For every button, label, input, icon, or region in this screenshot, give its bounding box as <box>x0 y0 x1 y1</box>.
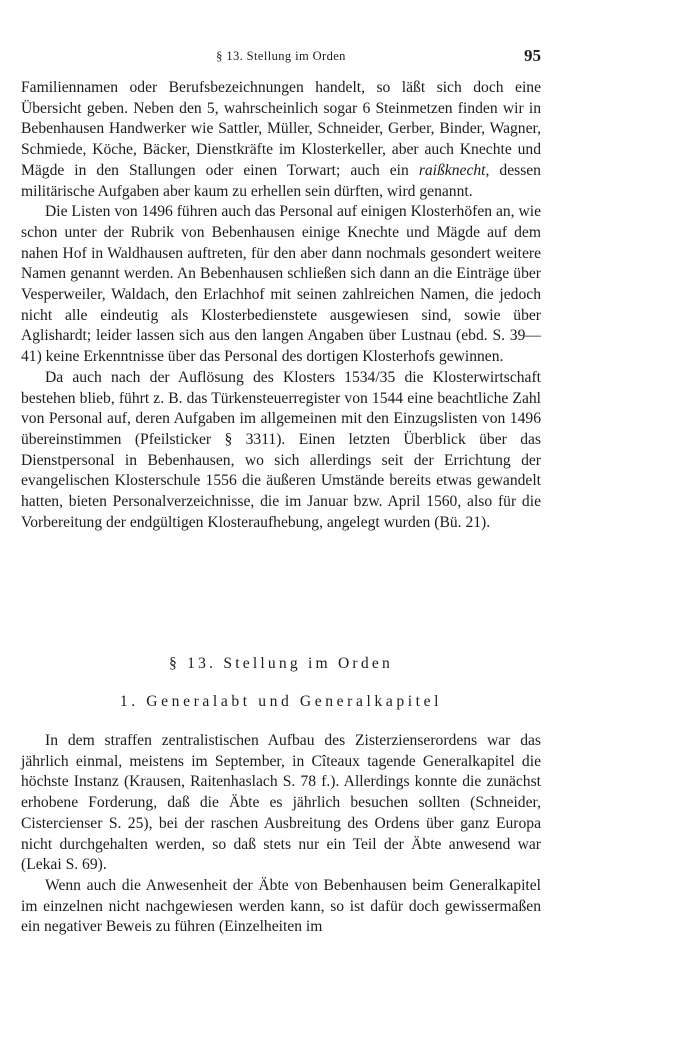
running-title: § 13. Stellung im Orden <box>216 49 346 63</box>
paragraph: In dem straffen zentralistischen Aufbau des Zisterzienserordens war das jährlich einmal, meistens im September, in Cîteaux tagende Generalkapitel die höchste Instanz (Krausen, Raitenhaslach S. 78 f.). Allerdings konnte die zunächst erhobene Forderung, daß die Äbte es jährlich besuchen sollten (Schneider, Cistercienser S. 25), bei der raschen Ausbreitung des Ordens über ganz Europa nicht durchgehalten werden, so daß stets nur ein Teil der Äbte anwesend war (Lekai S. 69). <box>21 732 541 874</box>
paragraph: Die Listen von 1496 führen auch das Personal auf einigen Klosterhöfen an, wie schon unter der Rubrik von Bebenhausen einige Knechte und Mägde auf dem nahen Hof in Waldhausen auftreten, für den aber dann nochmals gesondert weitere Namen genannt werden. An Bebenhausen schließen sich dann an die Einträge über Vesperweiler, Waldach, den Erlachhof mit seinen zahlreichen Namen, die jedoch nicht alle eindeutig als Klosterbedienstete ausgewiesen sind, sowie über Aglishardt; leider lassen sich aus den langen Angaben über Lustnau (ebd. S. 39—41) keine Erkenntnisse über das Personal des dortigen Klosterhofs gewinnen. <box>21 203 541 366</box>
section-heading: § 13. Stellung im Orden <box>169 655 393 672</box>
paragraph-text: dessen militärische Aufgaben aber kaum zu erhellen sein dürften, wird genannt. <box>21 161 541 200</box>
running-head <box>21 46 541 69</box>
paragraph: Wenn auch die Anwesenheit der Äbte von Bebenhausen beim Generalkapitel im einzelnen nicht nachgewiesen werden kann, so ist dafür doch gewissermaßen ein negativer Beweis zu führen (Einzelheiten im <box>21 876 541 936</box>
body-text-block-2 <box>21 731 541 938</box>
subsection-heading: 1. Generalabt und Generalkapitel <box>119 693 443 710</box>
page-number: 95 <box>524 46 541 65</box>
italic-term: raißknecht, <box>418 161 490 179</box>
paragraph-continuation <box>21 78 541 202</box>
body-text-block-1 <box>21 78 541 533</box>
paragraph-text: Familiennamen oder Berufsbezeichnungen handelt, so läßt sich doch eine Übersicht geben. Neben den 5, wahrscheinlich sogar 6 Steinmetzen finden wir in Bebenhausen Handwerker wie Sattler, Müller, Schneider, Gerber, Binder, Wagner, Schmiede, Köche, Bäcker, Dienstkräfte im Klosterkeller, aber auch Knechte und Mägde in den Stallungen oder einen Torwart; auch ein <box>21 79 541 179</box>
paragraph: Da auch nach der Auflösung des Klosters 1534/35 die Klosterwirtschaft bestehen blieb, führt z. B. das Türkensteuerregister von 1544 eine beachtliche Zahl von Personal auf, deren Aufgaben im allgemeinen mit den Einzugslisten von 1496 übereinstimmen (Pfeilsticker § 3311). Einen letzten Überblick über das Dienstpersonal in Bebenhausen, wo sich allerdings seit der Errichtung der evangelischen Klosterschule 1556 die äußeren Umstände bereits etwas gewandelt hatten, bieten Personalverzeichnisse, die im Januar bzw. April 1560, also für die Vorbereitung der endgültigen Klosteraufhebung, angelegt wurden (Bü. 21). <box>21 368 541 531</box>
